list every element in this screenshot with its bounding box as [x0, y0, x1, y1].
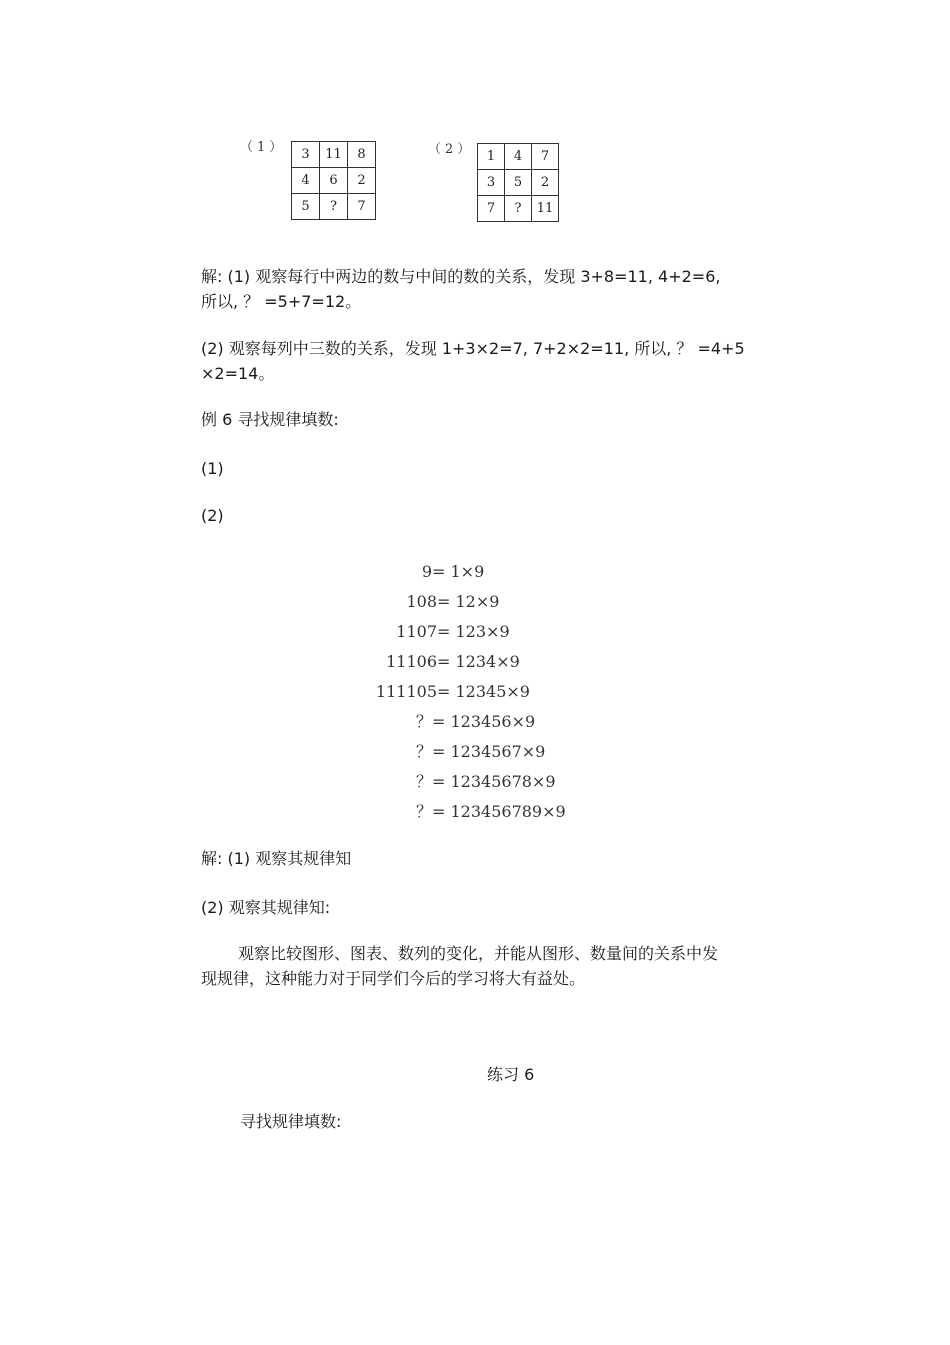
solution-1-line-1: 解: (1) 观察每行中两边的数与中间的数的关系，发现 3+8=11, 4+2=6, — [201, 267, 721, 286]
summary-line-1: 观察比较图形、图表、数列的变化，并能从图形、数量间的关系中发 — [238, 944, 719, 963]
grid-cell: 3 — [478, 170, 505, 196]
equation-row — [340, 557, 566, 587]
example-6-title: 例 6 寻找规律填数: — [201, 410, 339, 429]
number-grid-2 — [477, 143, 559, 222]
equation-rhs: = 12345678×9 — [432, 772, 556, 791]
solution-6-line-2: (2) 观察其规律知: — [201, 898, 331, 917]
equation-lhs: 11106 — [386, 652, 437, 671]
example-6-part-2: (2) — [201, 506, 224, 525]
solution-6-line-1: 解: (1) 观察其规律知 — [201, 849, 352, 868]
grid-1-label: （1） — [240, 140, 287, 155]
solution-1-line-2: 所以, ？ =5+7=12。 — [201, 292, 362, 311]
equation-row — [340, 767, 566, 797]
equation-rhs: = 123456×9 — [432, 712, 536, 731]
equation-rhs: = 1×9 — [432, 562, 485, 581]
equation-lhs: ？ — [415, 772, 432, 791]
example-6-part-1: (1) — [201, 459, 224, 478]
number-grid-1 — [291, 141, 376, 220]
grid-2-label: （2） — [428, 142, 475, 157]
grid-cell: 11 — [532, 196, 559, 222]
solution-2-line-1: (2) 观察每列中三数的关系，发现 1+3×2=7, 7+2×2=11, 所以, ？ =4+5 — [201, 339, 745, 358]
grid-cell: 2 — [348, 168, 376, 194]
equation-lhs: ？ — [415, 712, 432, 731]
equation-row — [340, 737, 566, 767]
equation-rhs: = 123×9 — [437, 622, 510, 641]
grid-cell: 3 — [292, 142, 320, 168]
exercise-instruction: 寻找规律填数: — [240, 1112, 342, 1131]
grid-cell: 7 — [348, 194, 376, 220]
equation-row — [340, 677, 566, 707]
solution-2-line-2: ×2=14。 — [201, 364, 275, 383]
equation-rhs: = 1234×9 — [437, 652, 520, 671]
grid-cell: 7 — [478, 196, 505, 222]
equation-rhs: = 123456789×9 — [432, 802, 566, 821]
equation-lhs: ？ — [415, 802, 432, 821]
equation-list — [340, 557, 566, 827]
equation-rhs: = 12×9 — [437, 592, 500, 611]
equation-lhs: 9 — [421, 562, 432, 581]
grid-cell: 5 — [505, 170, 532, 196]
equation-lhs: 1107 — [396, 622, 437, 641]
grid-cell: 5 — [292, 194, 320, 220]
equation-rhs: = 12345×9 — [437, 682, 530, 701]
grid-cell: 11 — [320, 142, 348, 168]
equation-row — [340, 587, 566, 617]
equation-row — [340, 797, 566, 827]
grid-cell: 4 — [505, 144, 532, 170]
summary-line-2: 现规律，这种能力对于同学们今后的学习将大有益处。 — [201, 969, 586, 988]
grid-cell: 8 — [348, 142, 376, 168]
grid-cell: 6 — [320, 168, 348, 194]
equation-row — [340, 617, 566, 647]
equation-rhs: = 1234567×9 — [432, 742, 546, 761]
grid-cell: 2 — [532, 170, 559, 196]
equation-row — [340, 707, 566, 737]
grid-cell: 1 — [478, 144, 505, 170]
grid-cell: 4 — [292, 168, 320, 194]
grid-cell: ? — [320, 194, 348, 220]
equation-lhs: 111105 — [375, 682, 437, 701]
grid-cell: ? — [505, 196, 532, 222]
grid-cell: 7 — [532, 144, 559, 170]
exercise-title: 练习 6 — [487, 1065, 535, 1084]
equation-row — [340, 647, 566, 677]
equation-lhs: ？ — [415, 742, 432, 761]
equation-lhs: 108 — [406, 592, 437, 611]
